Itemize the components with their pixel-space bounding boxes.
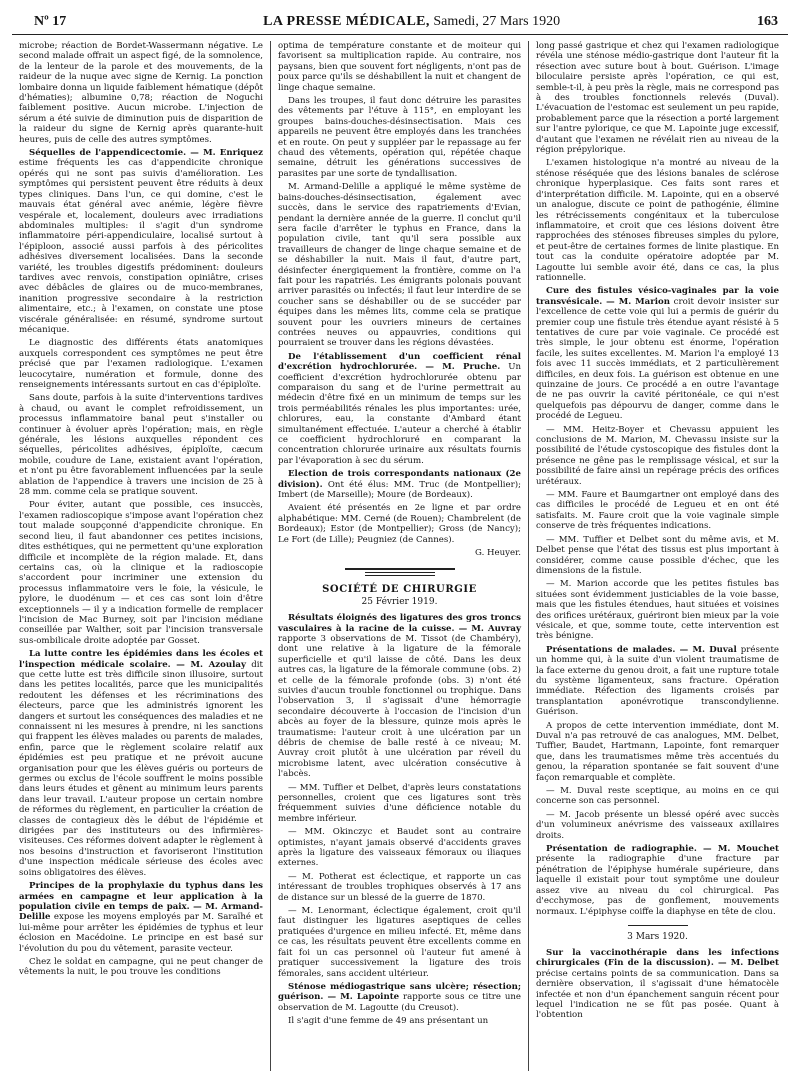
section-divider bbox=[628, 925, 688, 926]
paragraph: — MM. Tuffier et Delbet, d'après leurs constatations personnelles, croient que ces ligatures sont très fréquemment suivies d'une déficience notable du membre inférieur. bbox=[278, 782, 521, 824]
page-number: 163 bbox=[756, 14, 778, 29]
article-title: Présentation de radiographie. — M. Mouchet bbox=[546, 844, 779, 855]
article-title: Principes de la prophylaxie du typhus dans les armées en campagne et leur application à la population civile en temps de paix. — M. Armand-Delille bbox=[19, 881, 263, 923]
paragraph: Principes de la prophylaxie du typhus dans les armées en campagne et leur application à la population civile en temps de paix. — M. Armand-Delille expose les moyens employés par M. Saraïhé et lui-même pour arrêter les épidémies de typhus et leur éclosion en Macédoine. Le principe en est basé sur l'évolution du pou du vêtement, parasite vecteur. bbox=[19, 881, 263, 954]
running-title bbox=[263, 14, 560, 30]
section-divider bbox=[365, 572, 435, 576]
column-1 bbox=[12, 41, 270, 1071]
paragraph: A propos de cette intervention immédiate, dont M. Duval n'a pas retrouvé de cas analogues, MM. Delbet, Tuffier, Baudet, Hartmann, Lapointe, font remarquer que, dans les traumatismes même très accentués du genou, la réparation spontanée se fait souvent d'une façon remarquable et complète. bbox=[536, 720, 779, 783]
paragraph: Il s'agit d'une femme de 49 ans présentant un bbox=[288, 1016, 489, 1027]
text-columns bbox=[12, 41, 788, 1071]
paragraph: Avaient été présentés en 2e ligne et par ordre alphabétique: MM. Cerné (de Rouen); Chambrelent (de Bordeaux); Estor (de Montpellier); Gross (de Nancy); Le Fort (de Lille); Peugniez (de Cannes). bbox=[278, 503, 521, 545]
article-title: La lutte contre les épidémies dans les écoles et l'inspection médicale scolaire. — M. Azoulay bbox=[19, 649, 263, 670]
paragraph: Sténose médiogastrique sans ulcère; résection; guérison. — M. Lapointe rapporte sous ce titre une observation de M. Lagoutte (du Creusot). bbox=[278, 981, 521, 1013]
paragraph: — MM. Tuffier et Delbet sont du même avis, et M. Delbet pense que l'état des tissus est plus important à considérer, comme cause possible d'échec, que les dimensions de la fistule. bbox=[536, 534, 779, 576]
paragraph: Dans les troupes, il faut donc détruire les parasites des vêtements par l'étuve à 115°, en employant les groupes bains-douches-désinsectisation. Mais ces appareils ne peuvent être employés dans les tranchées et en route. On peut y suppléer par le repassage au fer chaud des vêtements, opération qui, répétée chaque semaine, détruit les générations successives de parasites par une sorte de tyndallisation. bbox=[278, 96, 521, 179]
paragraph: — M. Duval reste sceptique, au moins en ce qui concerne son cas personnel. bbox=[536, 786, 779, 807]
paragraph: Cure des fistules vésico-vaginales par la voie transvésicale. — M. Marion croit devoir insister sur l'excellence de cette voie qui lui a permis de guérir du premier coup une fistule très étendue ayant résisté à 5 tentatives de cure par voie vaginale. Ce procédé est très simple, le jour obtenu est énorme, l'opération facile, les suites excellentes. M. Marion l'a employé 13 fois avec 11 succès immédiats, et 2 particulièrement difficiles, en deux fois. La guérison est obtenue en une quinzaine de jours. Ce procédé a en outre l'avantage de ne pas ouvrir la cavité péritonéale, ce qui n'est quelquefois pas dépourvu de danger, comme dans le procédé de Legueu. bbox=[536, 286, 779, 422]
paragraph: Election de trois correspondants nationaux (2e division). Ont été élus: MM. Truc (de Montpellier); Imbert (de Marseille); Moure (de Bordeaux). bbox=[278, 469, 521, 501]
article-title: Sur la vaccinothérapie dans les infections chirurgicales (Fin de la discussion). — M. Delbet bbox=[536, 947, 779, 969]
paragraph: Le diagnostic des différents états anatomiques auxquels correspondent ces symptômes ne peut être précisé que par l'examen radiologique. L'examen leucocytaire, numération et formule, donne des renseignements intéressants surtout en cas d'épiploïte. bbox=[19, 338, 263, 390]
session-date: 3 Mars 1920. bbox=[627, 931, 688, 942]
author-signature: G. Heuyer. bbox=[475, 548, 521, 559]
paragraph: — M. Jacob présente un blessé opéré avec succès d'un volumineux anévrisme des vaisseaux axillaires droits. bbox=[536, 809, 779, 841]
session-date: 25 Février 1919. bbox=[361, 597, 438, 608]
section-heading: SOCIÉTÉ DE CHIRURGIE bbox=[322, 584, 477, 596]
paragraph: Pour éviter, autant que possible, ces insuccès, l'examen radioscopique s'impose avant l'opération chez tout malade soupçonné d'appendicite chronique. En second lieu, il faut abandonner ces petites incisions, dites esthétiques, qui ne permettent qu'une exploration difficile et incomplète de la région malade. Et, dans certains cas, où la clinique et la radioscopie s'accordent pour incriminer une extension du processus inflammatoire vers le foie, la vésicule, le pylore, le duodénum — et ces cas sont loin d'être exceptionnels — il y a indication formelle de remplacer l'incision de Mac Burney, soit par l'incision médiane conseillée par Walther, soit par l'incision transversale sus-ombilicale droite adoptée par Gosset. bbox=[19, 500, 263, 646]
paragraph: — MM. Faure et Baumgartner ont employé dans des cas difficiles le procédé de Legueu et en ont été satisfaits. M. Faure croit que la voie vaginale simple conserve de très fréquentes indications. bbox=[536, 490, 779, 532]
paragraph: Présentations de malades. — M. Duval présente un homme qui, à la suite d'un violent traumatisme de la face externe du genou droit, a fait une rupture totale du système ligamenteux, sans fracture. Opération immédiate. Réfection des ligaments croisés par transplantation aponévrotique transcondylienne. Guérison. bbox=[536, 644, 780, 718]
journal-name: LA PRESSE MÉDICALE, bbox=[263, 14, 430, 29]
paragraph: microbe; réaction de Bordet-Wassermann négative. Le second malade offrait un aspect figé, de la somnolence, de la lenteur de la parole et des mouvements, de la raideur de la nuque avec signe de Kernig. La ponction lombaire donna un liquide faiblement hématique (dépôt d'hématies); albumine 0,78; réaction de Noguchi faiblement positive. Aucun microbe. L'injection de sérum a été suivie de diminution puis de disparition de la raideur du signe de Kernig après quarante-huit heures, puis de celle des autres symptômes. bbox=[19, 41, 263, 145]
section-divider bbox=[345, 568, 455, 570]
paragraph: L'examen histologique n'a montré au niveau de la sténose réséquée que des lésions banales de sclérose chronique hyperplasique. Ces faits sont rares et d'interprétation difficile. M. Lapointe, qui en a observé un analogue, discute ce point de pathogénie, élimine les rétrécissements congénitaux et la tuberculose inflammatoire, et croit que ces lésions doivent être rapprochées des sténoses fibreuses simples du pylore, et peut-être de certaines formes de linite plastique. En tout cas la conduite opératoire adoptée par M. Lagoutte lui semble avoir été, dans ce cas, la plus rationnelle. bbox=[536, 158, 779, 283]
article-title: Cure des fistules vésico-vaginales par la voie transvésicale. — M. Marion bbox=[536, 286, 779, 307]
page-header bbox=[12, 14, 788, 35]
article-title: De l'établissement d'un coefficient rénal d'excrétion hydrochlorurée. — M. Pruche. bbox=[278, 351, 521, 373]
paragraph: — M. Marion accorde que les petites fistules bas situées sont évidemment justiciables de la voie basse, mais que les fistules étendues, haut situées et voisines des orifices urétéraux, guériront bien mieux par la voie vésicale, et que, somme toute, cette intervention est très bénigne. bbox=[536, 579, 779, 642]
paragraph: Sans doute, parfois à la suite d'interventions tardives à chaud, ou avant le complet refroidissement, un processus inflammatoire banal peut s'installer ou continuer à évoluer après l'opération; mais, en règle générale, les lésions auxquelles répondent ces séquelles, péricolites adhésives, épiploïte, cæcum mobile, coudure de Lane, existaient avant l'opération, et n'ont pu être favorablement influencées par la seule ablation de l'appendice à travers une incision de 25 à 28 mm. comme cela se pratique souvent. bbox=[19, 393, 263, 498]
paragraph: long passé gastrique et chez qui l'examen radiologique révéla une sténose médio-gastrique dont l'auteur fit la résection avec suture bout à bout. Guérison. L'image biloculaire persiste après l'opération, ce qui est, semble-t-il, à peu près la règle, mais ne correspond pas à des troubles fonctionnels relevés (Duval). L'évacuation de l'estomac est seulement un peu rapide, probablement parce que la résection a porté largement sur l'antre pylorique, ce que M. Lapointe juge excessif, d'autant que l'examen ne révélait rien au niveau de la région prépylorique. bbox=[536, 41, 779, 156]
issue-number: Nº 17 bbox=[34, 14, 67, 29]
paragraph: — M. Potherat est éclectique, et rapporte un cas intéressant de troubles trophiques observés à 17 ans de distance sur un blessé de la guerre de 1870. bbox=[278, 871, 521, 903]
paragraph: Sur la vaccinothérapie dans les infections chirurgicales (Fin de la discussion). — M. Delbet précise certains points de sa communication. Dans sa dernière observation, il s'agissait d'une hématocèle infectée et non d'un épanchement sanguin récent pour lequel l'indication ne se fût pas posée. Quant à l'obtention bbox=[536, 947, 779, 1021]
column-3 bbox=[528, 41, 786, 1071]
issue-date: Samedi, 27 Mars 1920 bbox=[433, 14, 561, 29]
article-title: Election de trois correspondants nationaux (2e division). bbox=[278, 469, 521, 490]
paragraph: — MM. Heitz-Boyer et Chevassu appuient les conclusions de M. Marion, M. Chevassu insiste sur la possibilité de l'étude cystoscopique des fistules dont la présence ne gêne pas le remplissage vésical, et sur la possibilité de faire ainsi un repérage précis des orifices urétéraux. bbox=[536, 424, 779, 487]
article-title: Sténose médiogastrique sans ulcère; résection; guérison. — M. Lapointe bbox=[278, 981, 521, 1003]
paragraph: De l'établissement d'un coefficient rénal d'excrétion hydrochlorurée. — M. Pruche. Un coefficient d'excrétion hydrochlorurée obtenu par comparaison du sang et de l'urine permettrait au médecin d'être fixé en un minimum de temps sur les trois perméabilités rénales les plus importantes: urée, chlorures, eau, la constante d'Ambard étant simultanément effectuée. L'auteur a cherché à établir ce coefficient hydrochloruré en comparant la concentration chlorurée urinaire aux résultats fournis par l'évaporation à sec du sérum. bbox=[278, 351, 522, 466]
paragraph: Résultats éloignés des ligatures des gros troncs vasculaires à la racine de la cuisse. — M. Auvray rapporte 3 observations de M. Tissot (de Chambéry), dont une relative à la ligature de la fémorale superficielle et qu'il laisse de côté. Dans les deux autres cas, la ligature de la fémorale commune (obs. 2) et celle de la fémorale profonde (obs. 3) n'ont été suivies d'aucun trouble fonctionnel ou trophique. Dans l'observation 3, il s'agissait d'une hémorragie secondaire découverte à l'occasion de l'incision d'un abcès au foyer de la blessure, quinze mois après le traumatisme: l'auteur croit à une ulcération par un débris de chemise de balle resté à ce niveau; M. Auvray croit plutôt à une ulcération par réveil du microbisme latent, avec ulcération consécutive à l'abcès. bbox=[278, 613, 521, 780]
paragraph: M. Armand-Delille a appliqué le même système de bains-douches-désinsectisation, également avec succès, dans le service des rapatriements d'Evian, pendant la dernière année de la guerre. Il conclut qu'il sera facile d'arrêter le typhus en France, dans la population civile, tant qu'il sera possible aux travailleurs de changer de linge chaque semaine et de se déshabiller la nuit. Mais il faut, d'autre part, désinfecter énergiquement la frontière, comme on l'a fait pour les rapatriés. Les émigrants polonais pouvant arriver parasités ou infectés; il faut leur interdire de se coucher sans se déshabiller ou de se succéder par équipes dans les mêmes lits, comme cela se pratique souvent pour les ouvriers mineurs de certaines contrées neuves ou appauvries, conditions qui pourraient se trouver dans les régions dévastées. bbox=[278, 182, 521, 349]
article-title: Séquelles de l'appendicectomie. — M. Enriquez bbox=[29, 148, 263, 159]
paragraph: Chez le soldat en campagne, qui ne peut changer de vêtements la nuit, le pou trouve les conditions bbox=[19, 956, 263, 978]
paragraph: — MM. Okinczyc et Baudet sont au contraire optimistes, n'ayant jamais observé d'accidents graves après la ligature des vaisseaux fémoraux ou iliaques externes. bbox=[278, 827, 521, 869]
paragraph: — M. Lenormant, éclectique également, croit qu'il faut distinguer les ligatures aseptiques de celles pratiquées d'urgence en milieu infecté. Et, même dans ce cas, les résultats peuvent être excellents comme en fait foi un cas personnel où l'auteur fut amené à pratiquer successivement la ligature des trois fémorales, sans accident ultérieur. bbox=[278, 906, 521, 979]
paragraph: Présentation de radiographie. — M. Mouchet présente la radiographie d'une fracture par pénétration de l'épiphyse humérale supérieure, dans laquelle il existait pour tout symptôme une douleur assez vive au niveau du col chirurgical. Pas d'ecchymose, pas de gonflement, mouvements normaux. L'épiphyse coiffe la diaphyse en tête de clou. bbox=[536, 844, 779, 917]
article-title: Présentations de malades. — M. Duval bbox=[546, 644, 737, 655]
paragraph: Séquelles de l'appendicectomie. — M. Enriquez estime fréquents les cas d'appendicite chronique opérés qui ne sont pas suivis d'amélioration. Les symptômes qui persistent peuvent être réduits à deux types cliniques. Dans l'un, ce qui domine, c'est le mauvais état général avec anémie, légère fièvre vespérale et, localement, douleurs avec irradiations abdominales multiples: il s'agit d'un syndrome inflammatoire péri-appendiculaire, localisé surtout à l'épiploon, associé aussi parfois à des péricolites adhésives diversement localisées. Dans la seconde variété, les troubles digestifs prédominent: douleurs tardives avec renvois, constipation opiniâtre, crises avec débâcles de glaires ou de muco-membranes, inanition progressive secondaire à la restriction alimentaire, etc.; à l'examen, on constate une ptose viscérale généralisée: en résumé, syndrome surtout mécanique. bbox=[19, 148, 263, 335]
column-2 bbox=[270, 41, 528, 1071]
article-title: Résultats éloignés des ligatures des gros troncs vasculaires à la racine de la cuisse. — M. Auvray bbox=[278, 613, 521, 634]
paragraph: optima de température constante et de moiteur qui favorisent sa multiplication rapide. Au contraire, nos paysans, bien que souvent fort négligents, n'ont pas de poux parce qu'ils se déshabillent la nuit et changent de linge chaque semaine. bbox=[278, 41, 521, 93]
paragraph: La lutte contre les épidémies dans les écoles et l'inspection médicale scolaire. — M. Azoulay dit que cette lutte est très difficile sinon illusoire, surtout dans les petites localités, parce que les municipalités redoutent les défenses et les récriminations des électeurs, parce que les administrés ignorent les dangers et surtout les conséquences des maladies et ne connaissent ni les mesures à prendre, ni les sanctions qui frappent les élèves malades ou parents de malades, enfin, parce que le règlement scolaire relatif aux épidémies est peu pratique et ne prévoit aucune organisation pour que les élèves guéris ou porteurs de germes ou exclus de l'école souffrent le moins possible dans leurs études et gênent au minimum leurs parents dans leur travail. L'auteur propose un certain nombre de réformes du règlement, en particulier la création de classes de contagieux dès le début de l'épidémie et dirigées par des instituteurs ou des infirmières-visiteuses. Ces réformes doivent adapter le règlement à nos besoins d'instruction et favoriseront l'institution d'une inspection médicale sérieuse des écoles avec soins obligatoires des élèves. bbox=[19, 649, 263, 878]
